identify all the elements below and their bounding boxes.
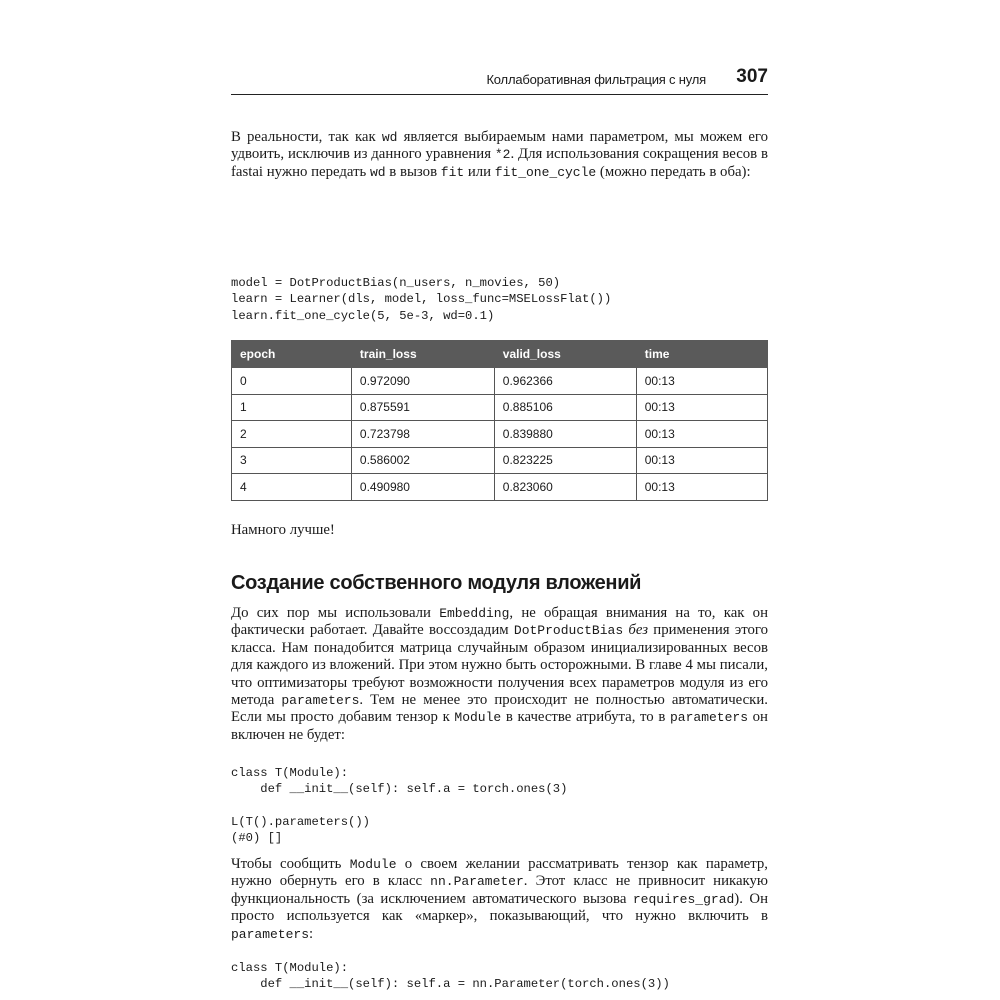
text-run: До сих пор мы использовали	[231, 605, 440, 621]
text-run: . Тем не менее это происходит не полностью автоматически. Если мы просто добавим тензор к	[231, 692, 768, 726]
text-run: , не обращая внимания на то, как он фактически работает. Давайте воссоздадим	[231, 605, 768, 639]
emphasis: без	[628, 622, 649, 639]
text-run: применения этого класса. Нам понадобится матрица случайным образом инициализированных весов для каждого из вложений. При этом нужно быть осторожными. В главе 4 мы писали, что оптимизаторы требуют возможности получения всех параметров модуля из его метода	[231, 622, 768, 709]
column-header-train-loss: train_loss	[351, 341, 494, 368]
code-line: def __init__(self): self.a = torch.ones(3)	[231, 782, 568, 797]
section-heading: Создание собственного модуля вложений	[231, 572, 642, 594]
table-row	[232, 394, 768, 421]
inline-code: wd	[370, 164, 386, 180]
table-cell: 0.839880	[494, 421, 636, 448]
inline-code: parameters	[231, 926, 310, 942]
code-block-training	[231, 275, 611, 324]
table-cell: 1	[232, 394, 352, 421]
code-line: learn.fit_one_cycle(5, 5e-3, wd=0.1)	[231, 308, 495, 323]
text-run: ). Он просто используется как «маркер», показывающий, что нужно включить в	[231, 890, 768, 925]
table-cell: 0.885106	[494, 394, 636, 421]
inline-code: requires_grad	[632, 891, 735, 907]
table-row	[232, 421, 768, 448]
running-head	[231, 66, 768, 95]
text-run: . Для использования сокращения весов в fastai нужно передать	[231, 146, 768, 180]
text-run: в вызов	[385, 163, 441, 180]
paragraph-much-better: Намного лучше!	[231, 522, 335, 538]
code-line: learn = Learner(dls, model, loss_func=MSELossFlat())	[231, 292, 612, 307]
table-cell: 0.972090	[351, 368, 494, 395]
inline-code: fit	[440, 164, 465, 180]
table-cell: 00:13	[636, 421, 767, 448]
inline-code: *2	[494, 147, 511, 163]
inline-code: parameters	[281, 693, 360, 709]
code-line: model = DotProductBias(n_users, n_movies, 50)	[231, 276, 561, 290]
table-cell: 00:13	[636, 474, 767, 501]
table-cell: 0.962366	[494, 368, 636, 395]
table-row	[232, 368, 768, 395]
code-line: def __init__(self): self.a = nn.Parameter(torch.ones(3))	[231, 977, 670, 992]
inline-code: Module	[349, 857, 397, 872]
inline-code: nn.Parameter	[430, 874, 524, 890]
table-cell: 00:13	[636, 368, 767, 395]
code-block-module-parameter	[231, 960, 670, 993]
table-cell: 3	[232, 447, 352, 474]
table-cell: 0	[232, 368, 352, 395]
code-line: L(T().parameters())	[231, 814, 370, 829]
table-cell: 0.823060	[494, 474, 636, 501]
table-cell: 0.586002	[351, 447, 494, 474]
text-run: Чтобы сообщить	[231, 856, 350, 872]
page-number: 307	[736, 66, 768, 87]
paragraph-weight-decay	[231, 129, 768, 181]
inline-code: Module	[454, 710, 502, 726]
table-cell: 00:13	[636, 394, 767, 421]
table-cell: 4	[232, 474, 352, 501]
table-cell: 0.823225	[494, 447, 636, 474]
code-line: (#0) []	[231, 831, 283, 846]
inline-code: Embedding	[439, 606, 510, 621]
table-row	[232, 474, 768, 501]
paragraph-nn-parameter	[231, 856, 768, 943]
text-run: о своем желании рассматривать тензор как параметр, нужно обернуть его в класс	[231, 856, 768, 890]
table-cell: 0.875591	[351, 394, 494, 421]
table-cell: 0.723798	[351, 421, 494, 448]
column-header-epoch: epoch	[232, 341, 352, 368]
text-run: В реальности, так как	[231, 129, 382, 145]
inline-code: fit_one_cycle	[494, 164, 597, 180]
text-run: является выбираемым нами параметром, мы можем его удвоить, исключив из данного уравнения	[231, 129, 768, 163]
table-cell: 0.490980	[351, 474, 494, 501]
text-run: он включен не будет:	[231, 709, 768, 743]
text-run: или	[464, 163, 495, 180]
column-header-time: time	[636, 341, 767, 368]
text-run: в качестве атрибута, то в	[501, 709, 670, 726]
code-line: class T(Module):	[231, 961, 349, 975]
paragraph-embedding-intro	[231, 605, 768, 744]
inline-code: wd	[381, 130, 398, 145]
table-header-row	[232, 341, 768, 368]
table-cell: 2	[232, 421, 352, 448]
text-run: . Этот класс не привносит никакую функциональность (за исключением автоматического вызова	[231, 873, 768, 907]
inline-code: parameters	[670, 710, 749, 726]
table-row	[232, 447, 768, 474]
inline-code: DotProductBias	[513, 623, 624, 639]
code-block-module-ones	[231, 765, 567, 846]
table-cell: 00:13	[636, 447, 767, 474]
chapter-title: Коллаборативная фильтрация с нуля	[486, 72, 706, 87]
code-line	[231, 798, 567, 814]
text-run: :	[309, 925, 314, 942]
column-header-valid-loss: valid_loss	[494, 341, 636, 368]
text-run: (можно передать в оба):	[596, 163, 751, 180]
code-line: class T(Module):	[231, 766, 349, 780]
training-results-table	[231, 340, 768, 501]
